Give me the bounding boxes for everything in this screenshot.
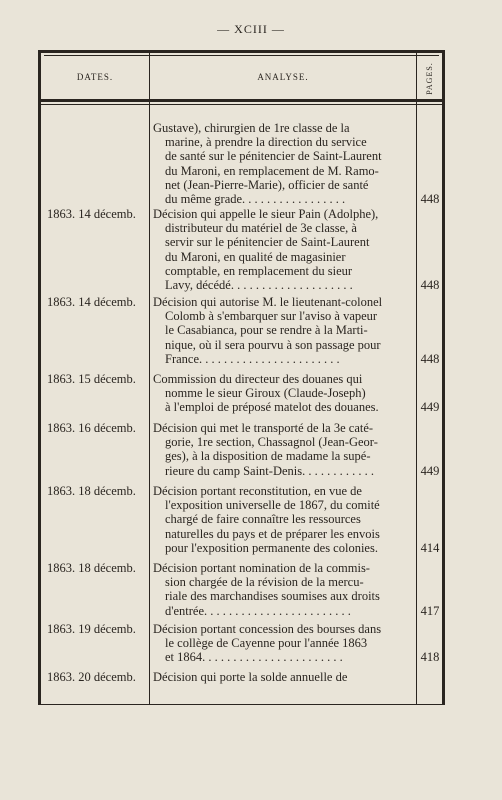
description-line: pour l'exposition permanente des colonies.: [165, 540, 378, 555]
description-line: le Casabianca, pour se rendre à la Marti-: [165, 323, 368, 338]
entry-description: [153, 372, 414, 415]
description-line: Gustave), chirurgien de 1re classe de la: [153, 121, 350, 135]
page-number-header: — XCIII —: [217, 22, 285, 36]
entry-description: [153, 421, 414, 478]
description-line: Lavy, décédé. . . . . . . . . . . . . . . . . . . .: [165, 278, 353, 293]
entry-date: 1863. 20 décemb.: [47, 670, 136, 684]
description-line: Décision portant reconstitution, en vue de: [153, 484, 362, 498]
description-line: Décision qui porte la solde annuelle de: [153, 670, 348, 684]
description-line: le collège de Cayenne pour l'année 1863: [165, 636, 368, 651]
description-line: marine, à prendre la direction du service: [165, 135, 367, 150]
entry-description: [153, 295, 414, 366]
description-line: ges), à la disposition de madame la supé-: [165, 449, 371, 464]
description-line: net (Jean-Pierre-Marie), officier de santé: [165, 177, 369, 192]
header-rule: [41, 104, 442, 105]
description-line: Décision portant nomination de la commis-: [153, 561, 370, 575]
description-line: Colomb à s'embarquer sur l'aviso à vapeur: [165, 309, 378, 324]
entry-page-number: 448: [420, 278, 440, 292]
entry-page-number: 448: [420, 192, 440, 206]
header-rule: [41, 99, 442, 102]
description-line: Décision portant concession des bourses dans: [153, 622, 382, 636]
description-line: nique, où il sera pourvu à son passage pour: [165, 337, 381, 352]
column-header-analyse: ANALYSE.: [257, 72, 309, 82]
entry-page-number: 417: [420, 603, 440, 618]
entry-date: 1863. 14 décemb.: [47, 207, 136, 221]
column-header-dates: DATES.: [76, 72, 114, 82]
description-line: Commission du directeur des douanes qui: [153, 372, 363, 386]
description-line: naturelles du pays et de préparer les envois: [165, 526, 380, 541]
entry-description: [153, 207, 414, 292]
description-line: de santé sur le pénitencier de Saint-Laurent: [165, 149, 382, 164]
description-line: nomme le sieur Giroux (Claude-Joseph): [165, 386, 366, 401]
description-line: sion chargée de la révision de la mercu-: [165, 575, 364, 590]
entry-date: 1863. 18 décemb.: [47, 561, 136, 575]
description-line: et 1864. . . . . . . . . . . . . . . . . . . . . . .: [165, 650, 343, 665]
description-line: du Maroni, en remplacement de M. Ramo-: [165, 163, 379, 178]
description-line: du même grade. . . . . . . . . . . . . . . . .: [165, 192, 346, 207]
entry-date: 1863. 15 décemb.: [47, 372, 136, 386]
entry-page-number: 418: [420, 650, 440, 665]
entry-page-number: 449: [420, 400, 440, 415]
description-line: à l'emploi de préposé matelot des douanes.: [165, 400, 379, 415]
entry-date: 1863. 16 décemb.: [47, 421, 136, 435]
description-line: gorie, 1re section, Chassagnol (Jean-Geor-: [165, 435, 378, 450]
entry-description: [153, 622, 414, 665]
description-line: comptable, en remplacement du sieur: [165, 263, 353, 278]
description-line: d'entrée. . . . . . . . . . . . . . . . . . . . . . . .: [165, 603, 351, 618]
entry-description: [153, 484, 414, 555]
description-line: distributeur du matériel de 3e classe, à: [165, 221, 357, 236]
entry-date: 1863. 18 décemb.: [47, 484, 136, 498]
description-line: Décision qui met le transporté de la 3e caté-: [153, 421, 374, 435]
entry-page-number: 414: [420, 540, 440, 555]
entry-date: 1863. 14 décemb.: [47, 295, 136, 309]
description-line: rieure du camp Saint-Denis. . . . . . . . . . . .: [165, 463, 374, 478]
description-line: du Maroni, en qualité de magasinier: [165, 249, 346, 264]
description-line: Décision qui autorise M. le lieutenant-colonel: [153, 295, 383, 309]
entry-page-number: 449: [420, 463, 440, 478]
column-header-pages: PAGES.: [424, 61, 434, 95]
description-line: Décision qui appelle le sieur Pain (Adolphe),: [153, 207, 379, 221]
entry-description: [153, 561, 414, 618]
description-line: chargé de faire connaître les ressources: [165, 512, 361, 527]
description-line: l'exposition universelle de 1867, du comité: [165, 498, 380, 513]
entry-description: [153, 670, 414, 684]
column-header-pages-cell: [418, 58, 440, 98]
description-line: servir sur le pénitencier de Saint-Laurent: [165, 235, 370, 250]
entry-page-number: 448: [420, 351, 440, 366]
description-line: riale des marchandises soumises aux droits: [165, 589, 380, 604]
entry-date: 1863. 19 décemb.: [47, 622, 136, 636]
column-divider: [416, 52, 417, 705]
description-line: France. . . . . . . . . . . . . . . . . . . . . . .: [165, 351, 340, 366]
entry-description: [153, 121, 414, 206]
